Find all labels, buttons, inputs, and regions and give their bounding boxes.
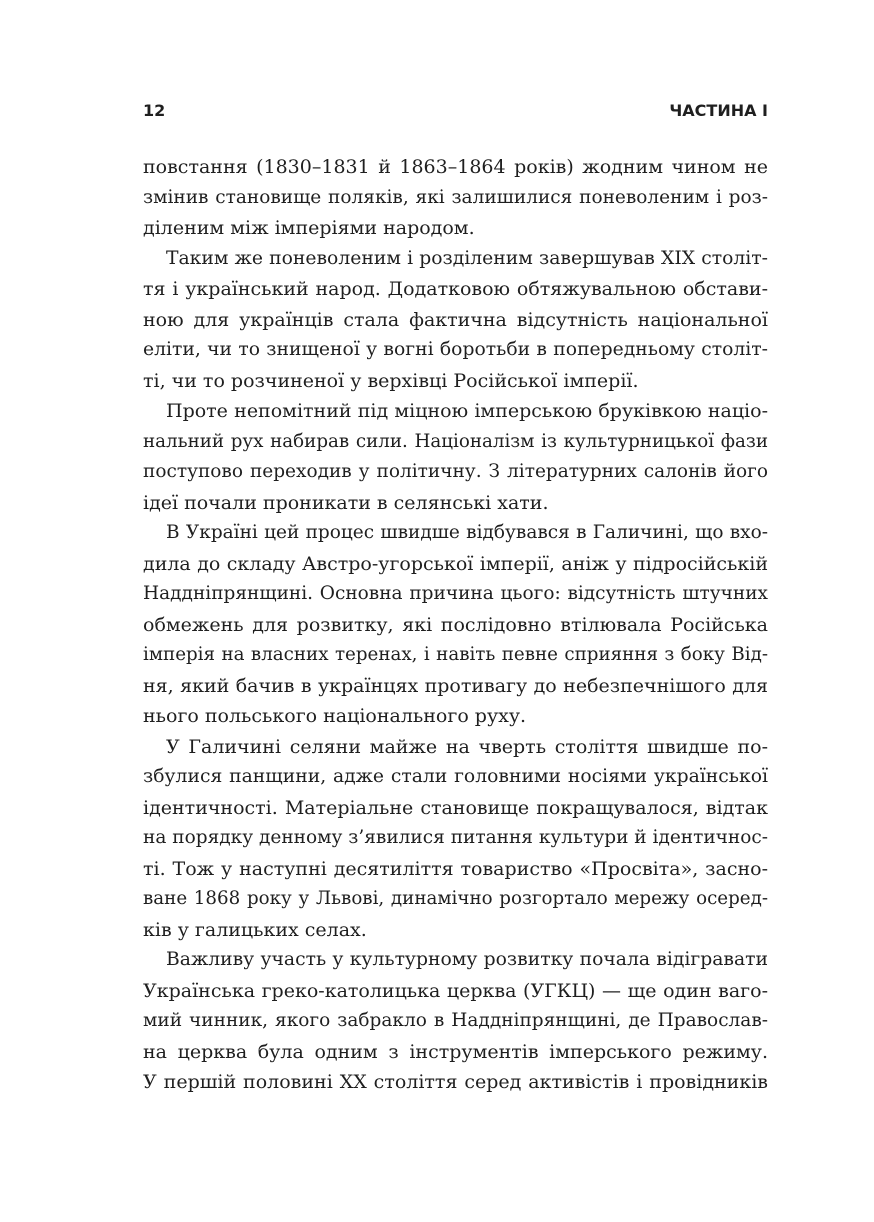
text-line: нього польського національного руху. xyxy=(143,705,527,727)
text-line: ків у галицьких селах. xyxy=(143,918,367,941)
text-line: обмежень для розвитку, які послідовно втілювала Російська xyxy=(143,613,768,636)
text-line: мий чинник, якого забракло в Наддніпрянщині, де Православ- xyxy=(143,1010,768,1031)
text-line: на порядку денному з’явилися питання культури й ідентичнос- xyxy=(143,827,768,848)
text-line: поступово переходив у політичну. З літературних салонів його xyxy=(143,461,768,482)
running-head xyxy=(143,101,768,125)
text-line: Таким же поневоленим і розділеним завершував ХІХ століт- xyxy=(166,247,768,269)
text-line: Українська греко-католицька церква (УГКЦ) — ще один ваго- xyxy=(143,979,768,1002)
text-line: ідентичності. Матеріальне становище покращувалося, відтак xyxy=(143,796,768,819)
paragraph xyxy=(143,396,768,518)
paragraph xyxy=(143,152,768,244)
text-line: Проте непомітний під міцною імперською бруківкою націо- xyxy=(166,400,768,422)
paragraph xyxy=(143,732,768,946)
text-line: на церква була одним з інструментів імперського режиму. xyxy=(143,1040,768,1063)
text-line: В Україні цей процес швидше відбувався в Галичині, що вхо- xyxy=(166,522,768,543)
text-line: тя і український народ. Додатковою обтяжувальною обстави- xyxy=(143,278,768,300)
text-line: У першій половині ХХ століття серед активістів і провідників xyxy=(143,1071,768,1093)
paragraph xyxy=(143,244,768,397)
text-line: Важливу участь у культурному розвитку почала відігравати xyxy=(166,949,768,970)
text-line: У Галичині селяни майже на чверть століття швидше по- xyxy=(166,735,768,758)
paragraph xyxy=(143,945,768,1098)
text-line: ване 1868 року у Львові, динамічно розгортало мережу осеред- xyxy=(143,888,768,909)
text-line: повстання (1830–1831 й 1863–1864 років) жодним чином не xyxy=(143,156,768,178)
text-line: діленим між імперіями народом. xyxy=(143,217,475,239)
text-line: нальний рух набирав сили. Націоналізм із культурницької фази xyxy=(143,430,768,452)
text-line: ті. Тож у наступні десятиліття товариство «Просвіта», засно- xyxy=(143,857,768,880)
text-line: Наддніпрянщині. Основна причина цього: відсутність штучних xyxy=(143,583,768,604)
section-title: ЧАСТИНА І xyxy=(669,101,768,120)
text-line: еліти, чи то знищеної у вогні боротьби в попередньому століт- xyxy=(143,339,768,360)
text-line: ідеї почали проникати в селянські хати. xyxy=(143,491,549,514)
text-line: збулися панщини, адже стали головними носіями української xyxy=(143,766,768,787)
text-line: ня, який бачив в українцях противагу до небезпечнішого для xyxy=(143,674,768,697)
body-text xyxy=(143,152,768,1098)
text-line: імперія на власних теренах, і навіть певне сприяння з боку Від- xyxy=(143,644,768,665)
text-line: ті, чи то розчиненої у верхівці Російської імперії. xyxy=(143,369,639,392)
page-number: 12 xyxy=(143,101,166,120)
paragraph xyxy=(143,518,768,732)
text-line: змінив становище поляків, які залишилися поневоленим і роз- xyxy=(143,186,768,208)
text-line: ною для українців стала фактична відсутність національної xyxy=(143,308,768,331)
text-line: дила до складу Австро-угорської імперії, аніж у підросійській xyxy=(143,552,768,575)
